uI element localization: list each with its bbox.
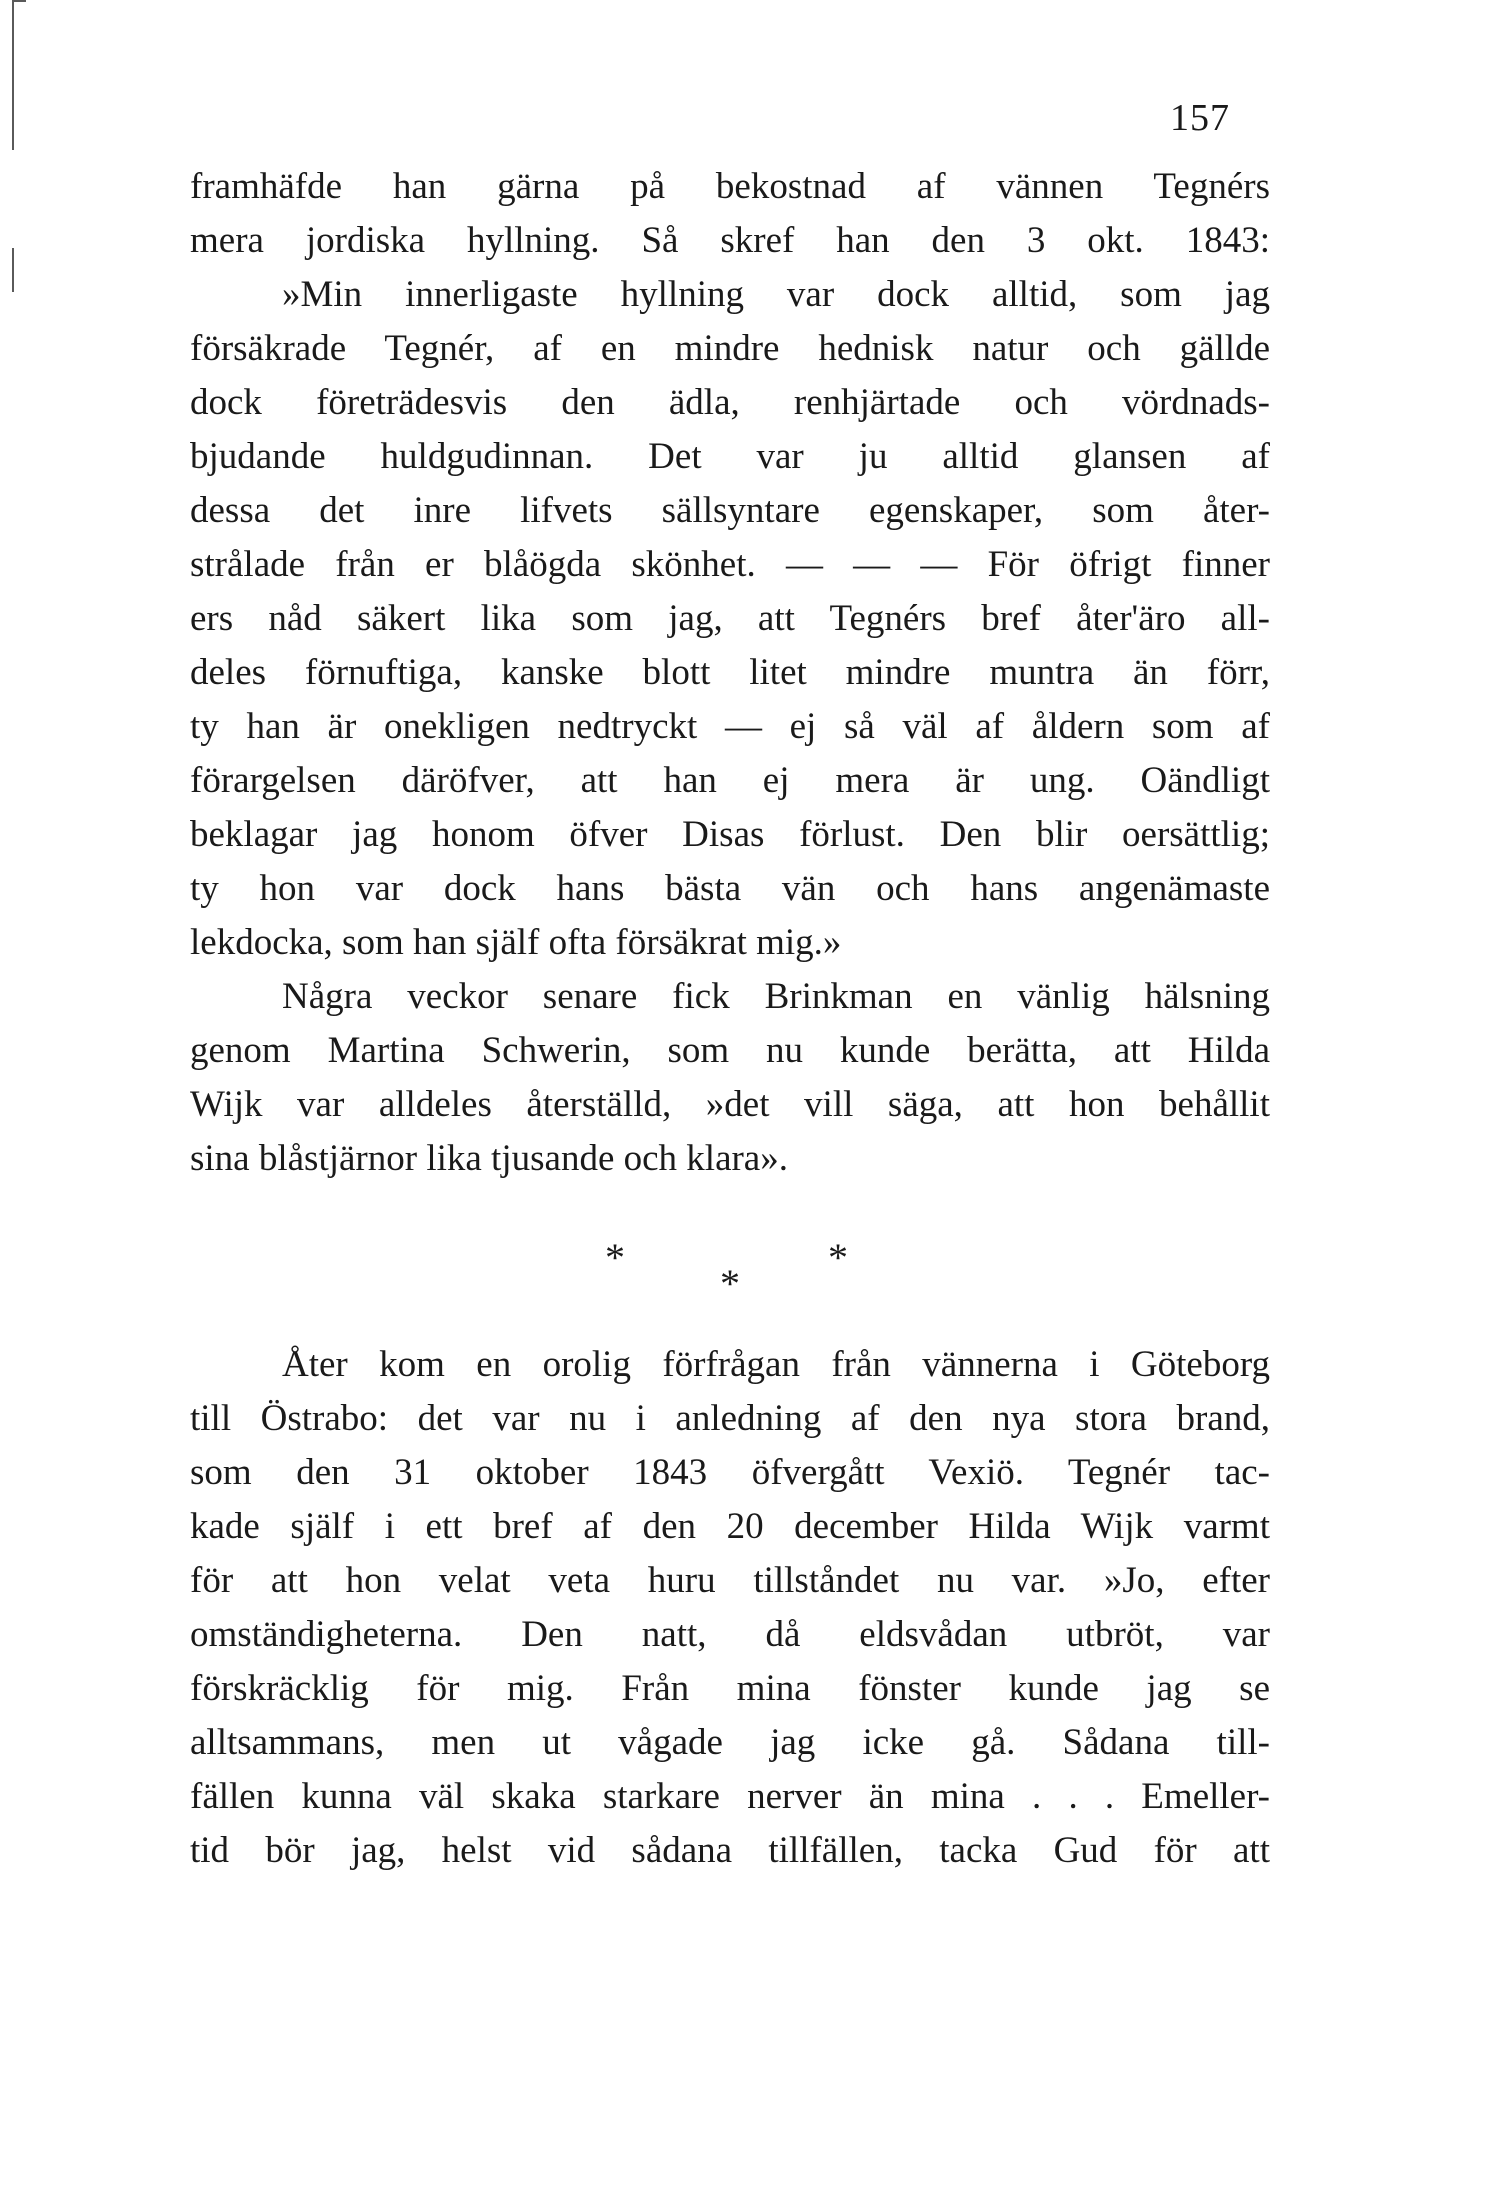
text-line: »Min innerligaste hyllning var dock alltid, som jag bbox=[282, 274, 1270, 315]
text-line: ty hon var dock hans bästa vän och hans angenämaste bbox=[190, 868, 1270, 909]
asterisk-ornament: * bbox=[828, 1235, 848, 1280]
text-line: alltsammans, men ut vågade jag icke gå. Sådana till- bbox=[190, 1722, 1270, 1763]
asterisk-ornament: * bbox=[720, 1261, 740, 1306]
text-line: dessa det inre lifvets sällsyntare egenskaper, som åter- bbox=[190, 490, 1270, 531]
page-edge-mark bbox=[12, 248, 14, 292]
text-line: Några veckor senare fick Brinkman en vänlig hälsning bbox=[282, 976, 1270, 1017]
text-line: sina blåstjärnor lika tjusande och klara». bbox=[190, 1138, 788, 1179]
page-edge-mark bbox=[12, 0, 14, 150]
text-line: tid bör jag, helst vid sådana tillfällen, tacka Gud för att bbox=[190, 1830, 1270, 1871]
section-separator bbox=[0, 1230, 1488, 1310]
paragraph-block-1 bbox=[190, 160, 1270, 1186]
text-line: ers nåd säkert lika som jag, att Tegnérs bref åter'äro all- bbox=[190, 598, 1270, 639]
text-line: beklagar jag honom öfver Disas förlust. Den blir oersättlig; bbox=[190, 814, 1270, 855]
page-edge-mark bbox=[12, 0, 26, 2]
text-line: deles förnuftiga, kanske blott litet mindre muntra än förr, bbox=[190, 652, 1270, 693]
text-line: försäkrade Tegnér, af en mindre hednisk natur och gällde bbox=[190, 328, 1270, 369]
text-line: genom Martina Schwerin, som nu kunde berätta, att Hilda bbox=[190, 1030, 1270, 1071]
text-line: ty han är onekligen nedtryckt — ej så väl af åldern som af bbox=[190, 706, 1270, 747]
asterisk-ornament: * bbox=[605, 1235, 625, 1280]
text-line: strålade från er blåögda skönhet. — — — För öfrigt finner bbox=[190, 544, 1270, 585]
text-line: för att hon velat veta huru tillståndet nu var. »Jo, efter bbox=[190, 1560, 1270, 1601]
text-line: till Östrabo: det var nu i anledning af den nya stora brand, bbox=[190, 1398, 1270, 1439]
text-line: Wijk var alldeles återställd, »det vill säga, att hon behållit bbox=[190, 1084, 1270, 1125]
text-line: omständigheterna. Den natt, då eldsvådan utbröt, var bbox=[190, 1614, 1270, 1655]
text-line: förargelsen däröfver, att han ej mera är ung. Oändligt bbox=[190, 760, 1270, 801]
text-line: förskräcklig för mig. Från mina fönster kunde jag se bbox=[190, 1668, 1270, 1709]
page-number: 157 bbox=[1170, 97, 1230, 139]
text-line: bjudande huldgudinnan. Det var ju alltid glansen af bbox=[190, 436, 1270, 477]
text-line: mera jordiska hyllning. Så skref han den 3 okt. 1843: bbox=[190, 220, 1270, 261]
text-line: kade själf i ett bref af den 20 december Hilda Wijk varmt bbox=[190, 1506, 1270, 1547]
text-line: Åter kom en orolig förfrågan från vännerna i Göteborg bbox=[282, 1344, 1270, 1385]
text-line: framhäfde han gärna på bekostnad af vännen Tegnérs bbox=[190, 166, 1270, 207]
text-line: lekdocka, som han själf ofta försäkrat mig.» bbox=[190, 922, 842, 963]
text-line: fällen kunna väl skaka starkare nerver än mina . . . Emeller- bbox=[190, 1776, 1270, 1817]
text-line: dock företrädesvis den ädla, renhjärtade och vördnads- bbox=[190, 382, 1270, 423]
paragraph-block-2 bbox=[190, 1338, 1270, 1878]
text-line: som den 31 oktober 1843 öfvergått Vexiö. Tegnér tac- bbox=[190, 1452, 1270, 1493]
